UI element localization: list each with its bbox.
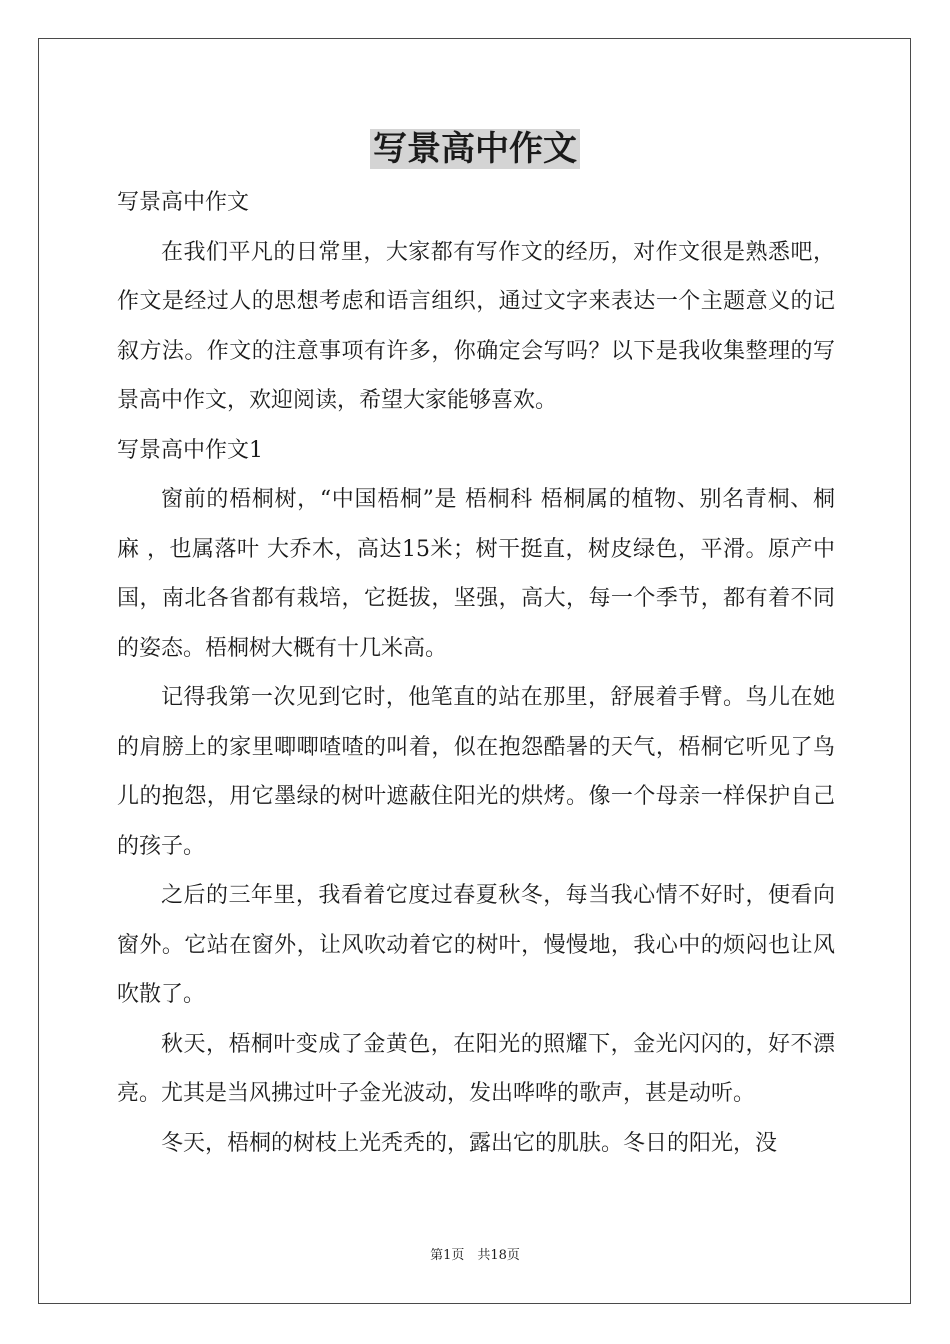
- section-heading: 写景高中作文1: [117, 437, 263, 463]
- intro-paragraph: 在我们平凡的日常里，大家都有写作文的经历，对作文很是熟悉吧，作文是经过人的思想考虑和语言组织，通过文字来表达一个主题意义的记叙方法。作文的注意事项有许多，你确定会写吗？以下是我收集整理的写景高中作文，欢迎阅读，希望大家能够喜欢。: [117, 239, 835, 413]
- title-text: 写景高中作文: [370, 129, 580, 169]
- body-paragraph: 冬天，梧桐的树枝上光秃秃的，露出它的肌肤。冬日的阳光，没: [161, 1130, 778, 1156]
- page-footer: 第1页 共18页: [430, 1248, 520, 1263]
- document-body: [117, 178, 835, 1168]
- body-paragraph: 之后的三年里，我看着它度过春夏秋冬，每当我心情不好时，便看向窗外。它站在窗外，让风吹动着它的树叶，慢慢地，我心中的烦闷也让风吹散了。: [117, 883, 835, 1007]
- subtitle-paragraph: 写景高中作文: [117, 190, 250, 215]
- body-paragraph: 记得我第一次见到它时，他笔直的站在那里，舒展着手臂。鸟儿在她的肩膀上的家里唧唧喳喳的叫着，似在抱怨酷暑的天气，梧桐它听见了鸟儿的抱怨，用它墨绿的树叶遮蔽住阳光的烘烤。像一个母亲一样保护自己的孩子。: [117, 685, 835, 859]
- body-paragraph: 秋天，梧桐叶变成了金黄色，在阳光的照耀下，金光闪闪的，好不漂亮。尤其是当风拂过叶子金光波动，发出哗哗的歌声，甚是动听。: [117, 1031, 835, 1106]
- document-title: [0, 126, 950, 172]
- body-paragraph: 窗前的梧桐树，“中国梧桐”是 梧桐科 梧桐属的植物、别名青桐、桐麻 ，也属落叶 大乔木，高达15米；树干挺直，树皮绿色，平滑。原产中国，南北各省都有栽培，它挺拔，坚强，高大，每一个季节，都有着不同的姿态。梧桐树大概有十几米高。: [117, 487, 835, 661]
